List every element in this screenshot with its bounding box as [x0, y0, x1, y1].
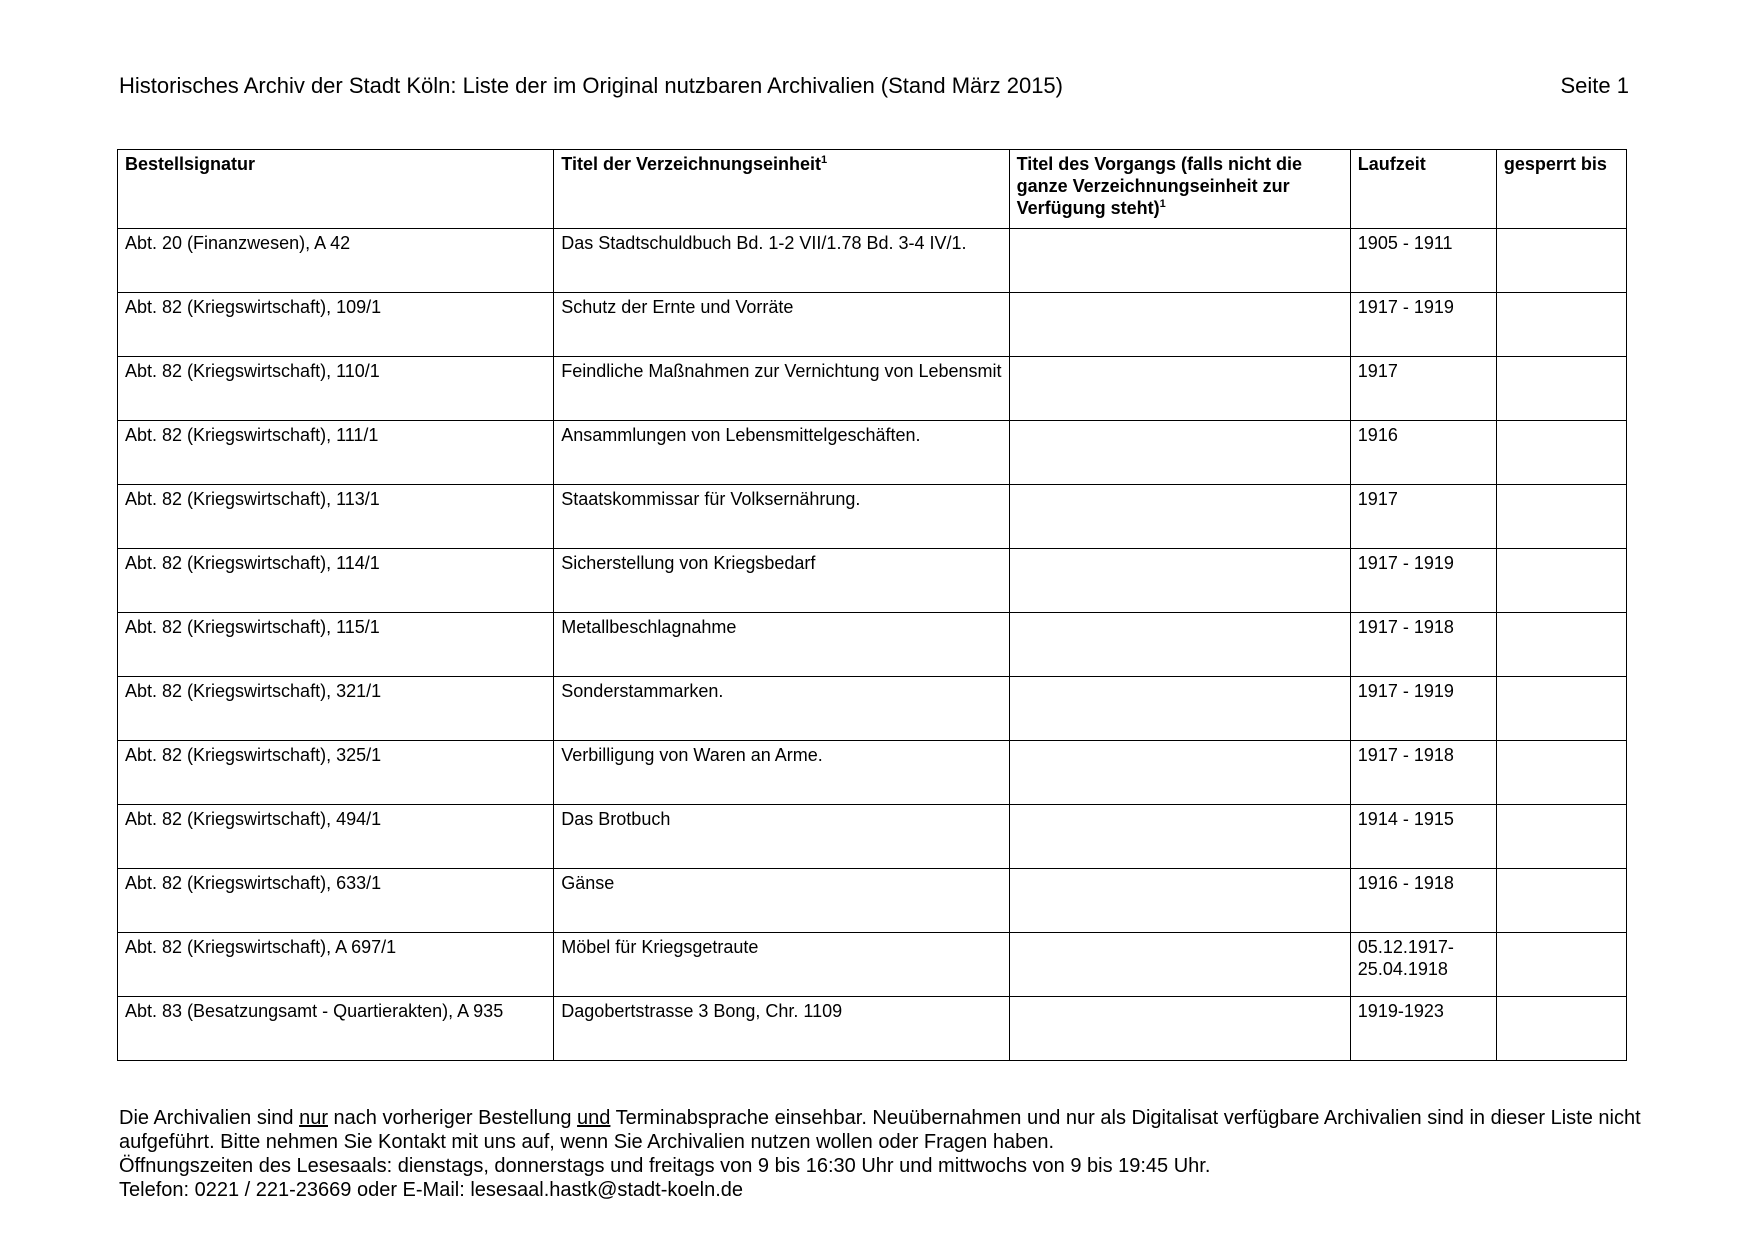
cell-laufzeit: 1916 - 1918: [1350, 869, 1496, 933]
cell-laufzeit: 1919-1923: [1350, 997, 1496, 1061]
cell-laufzeit: 1917: [1350, 357, 1496, 421]
table-row: [118, 933, 1627, 997]
cell-laufzeit: 1917 - 1919: [1350, 293, 1496, 357]
cell-bestellsignatur: Abt. 82 (Kriegswirtschaft), 113/1: [118, 485, 554, 549]
column-header-bestellsignatur: Bestellsignatur: [118, 150, 554, 229]
archive-table: [117, 149, 1627, 1061]
table-row: [118, 677, 1627, 741]
page-header: [119, 73, 1629, 99]
cell-titel-verzeichnungseinheit: Möbel für Kriegsgetraute: [554, 933, 1009, 997]
cell-titel-verzeichnungseinheit: Das Stadtschuldbuch Bd. 1-2 VII/1.78 Bd. 3-4 IV/1.: [554, 229, 1009, 293]
footnote-marker: 1: [821, 154, 828, 166]
cell-laufzeit: 05.12.1917-25.04.1918: [1350, 933, 1496, 997]
cell-gesperrt-bis: [1496, 869, 1626, 933]
cell-titel-verzeichnungseinheit: Sicherstellung von Kriegsbedarf: [554, 549, 1009, 613]
column-header-gesperrt-bis: gesperrt bis: [1496, 150, 1626, 229]
cell-titel-vorgang: [1009, 421, 1350, 485]
cell-laufzeit: 1917 - 1919: [1350, 677, 1496, 741]
cell-titel-vorgang: [1009, 549, 1350, 613]
contact-info: Telefon: 0221 / 221-23669 oder E-Mail: lesesaal.hastk@stadt-koeln.de: [119, 1179, 744, 1201]
cell-titel-vorgang: [1009, 741, 1350, 805]
cell-bestellsignatur: Abt. 82 (Kriegswirtschaft), 325/1: [118, 741, 554, 805]
cell-titel-vorgang: [1009, 933, 1350, 997]
cell-bestellsignatur: Abt. 82 (Kriegswirtschaft), 633/1: [118, 869, 554, 933]
cell-laufzeit: 1905 - 1911: [1350, 229, 1496, 293]
cell-bestellsignatur: Abt. 82 (Kriegswirtschaft), 114/1: [118, 549, 554, 613]
cell-titel-verzeichnungseinheit: Feindliche Maßnahmen zur Vernichtung von Lebensmit: [554, 357, 1009, 421]
cell-titel-vorgang: [1009, 485, 1350, 549]
table-row: [118, 741, 1627, 805]
cell-gesperrt-bis: [1496, 613, 1626, 677]
cell-laufzeit: 1917: [1350, 485, 1496, 549]
cell-gesperrt-bis: [1496, 485, 1626, 549]
cell-titel-vorgang: [1009, 613, 1350, 677]
table-row: [118, 997, 1627, 1061]
cell-bestellsignatur: Abt. 82 (Kriegswirtschaft), 109/1: [118, 293, 554, 357]
page-number: Seite 1: [1560, 73, 1629, 98]
cell-titel-verzeichnungseinheit: Staatskommissar für Volksernährung.: [554, 485, 1009, 549]
table-header-row: [118, 150, 1627, 229]
table-row: [118, 229, 1627, 293]
cell-titel-verzeichnungseinheit: Ansammlungen von Lebensmittelgeschäften.: [554, 421, 1009, 485]
cell-laufzeit: 1917 - 1918: [1350, 741, 1496, 805]
column-header-laufzeit: Laufzeit: [1350, 150, 1496, 229]
cell-titel-verzeichnungseinheit: Gänse: [554, 869, 1009, 933]
column-header-titel-verzeichnungseinheit: Titel der Verzeichnungseinheit$^1$: [554, 150, 1009, 229]
cell-bestellsignatur: Abt. 82 (Kriegswirtschaft), 115/1: [118, 613, 554, 677]
cell-bestellsignatur: Abt. 82 (Kriegswirtschaft), 111/1: [118, 421, 554, 485]
cell-gesperrt-bis: [1496, 997, 1626, 1061]
cell-gesperrt-bis: [1496, 805, 1626, 869]
table-row: [118, 613, 1627, 677]
table-row: [118, 293, 1627, 357]
cell-titel-verzeichnungseinheit: Das Brotbuch: [554, 805, 1009, 869]
cell-titel-verzeichnungseinheit: Schutz der Ernte und Vorräte: [554, 293, 1009, 357]
cell-laufzeit: 1917 - 1919: [1350, 549, 1496, 613]
cell-titel-vorgang: [1009, 869, 1350, 933]
cell-titel-verzeichnungseinheit: Verbilligung von Waren an Arme.: [554, 741, 1009, 805]
table-row: [118, 869, 1627, 933]
cell-titel-vorgang: [1009, 229, 1350, 293]
cell-bestellsignatur: Abt. 82 (Kriegswirtschaft), 321/1: [118, 677, 554, 741]
cell-bestellsignatur: Abt. 82 (Kriegswirtschaft), 494/1: [118, 805, 554, 869]
cell-titel-vorgang: [1009, 293, 1350, 357]
cell-bestellsignatur: Abt. 82 (Kriegswirtschaft), A 697/1: [118, 933, 554, 997]
cell-titel-vorgang: [1009, 997, 1350, 1061]
cell-laufzeit: 1917 - 1918: [1350, 613, 1496, 677]
cell-gesperrt-bis: [1496, 421, 1626, 485]
emphasis-nur: nur: [299, 1107, 328, 1129]
cell-gesperrt-bis: [1496, 741, 1626, 805]
table-body: [118, 229, 1627, 1061]
table-row: [118, 421, 1627, 485]
table-row: [118, 485, 1627, 549]
cell-titel-verzeichnungseinheit: Sonderstammarken.: [554, 677, 1009, 741]
page-title: Historisches Archiv der Stadt Köln: Liste der im Original nutzbaren Archivalien (Stand März 2015): [119, 73, 1063, 98]
cell-titel-verzeichnungseinheit: Dagobertstrasse 3 Bong, Chr. 1109: [554, 997, 1009, 1061]
cell-bestellsignatur: Abt. 20 (Finanzwesen), A 42: [118, 229, 554, 293]
cell-titel-vorgang: [1009, 677, 1350, 741]
cell-titel-vorgang: [1009, 357, 1350, 421]
cell-gesperrt-bis: [1496, 677, 1626, 741]
emphasis-und: und: [577, 1107, 611, 1129]
table-row: [118, 357, 1627, 421]
table-row: [118, 805, 1627, 869]
cell-gesperrt-bis: [1496, 549, 1626, 613]
cell-laufzeit: 1914 - 1915: [1350, 805, 1496, 869]
cell-titel-verzeichnungseinheit: Metallbeschlagnahme: [554, 613, 1009, 677]
opening-hours: Öffnungszeiten des Lesesaals: dienstags, donnerstags und freitags von 9 bis 16:30 Uhr und mittwochs von 9 bis 19:45 Uhr.: [119, 1155, 1211, 1177]
table-row: [118, 549, 1627, 613]
cell-gesperrt-bis: [1496, 293, 1626, 357]
cell-bestellsignatur: Abt. 83 (Besatzungsamt - Quartierakten), A 935: [118, 997, 554, 1061]
footer-notice: [119, 1106, 1649, 1202]
cell-titel-vorgang: [1009, 805, 1350, 869]
cell-bestellsignatur: Abt. 82 (Kriegswirtschaft), 110/1: [118, 357, 554, 421]
cell-gesperrt-bis: [1496, 357, 1626, 421]
cell-gesperrt-bis: [1496, 933, 1626, 997]
footnote-marker: 1: [1159, 198, 1166, 210]
cell-laufzeit: 1916: [1350, 421, 1496, 485]
access-notice: Die Archivalien sind nur nach vorheriger Bestellung und Terminabsprache einsehbar. Neuübernahmen und nur als Digitalisat verfügbare Archivalien sind in dieser Liste nicht aufgeführt. Bitte nehmen Sie Kontakt mit uns auf, wenn Sie Archivalien nutzen wollen oder Fragen haben.: [119, 1107, 1641, 1153]
column-header-titel-vorgang: Titel des Vorgangs (falls nicht die ganze Verzeichnungseinheit zur Verfügung steht)$^1$: [1009, 150, 1350, 229]
cell-gesperrt-bis: [1496, 229, 1626, 293]
